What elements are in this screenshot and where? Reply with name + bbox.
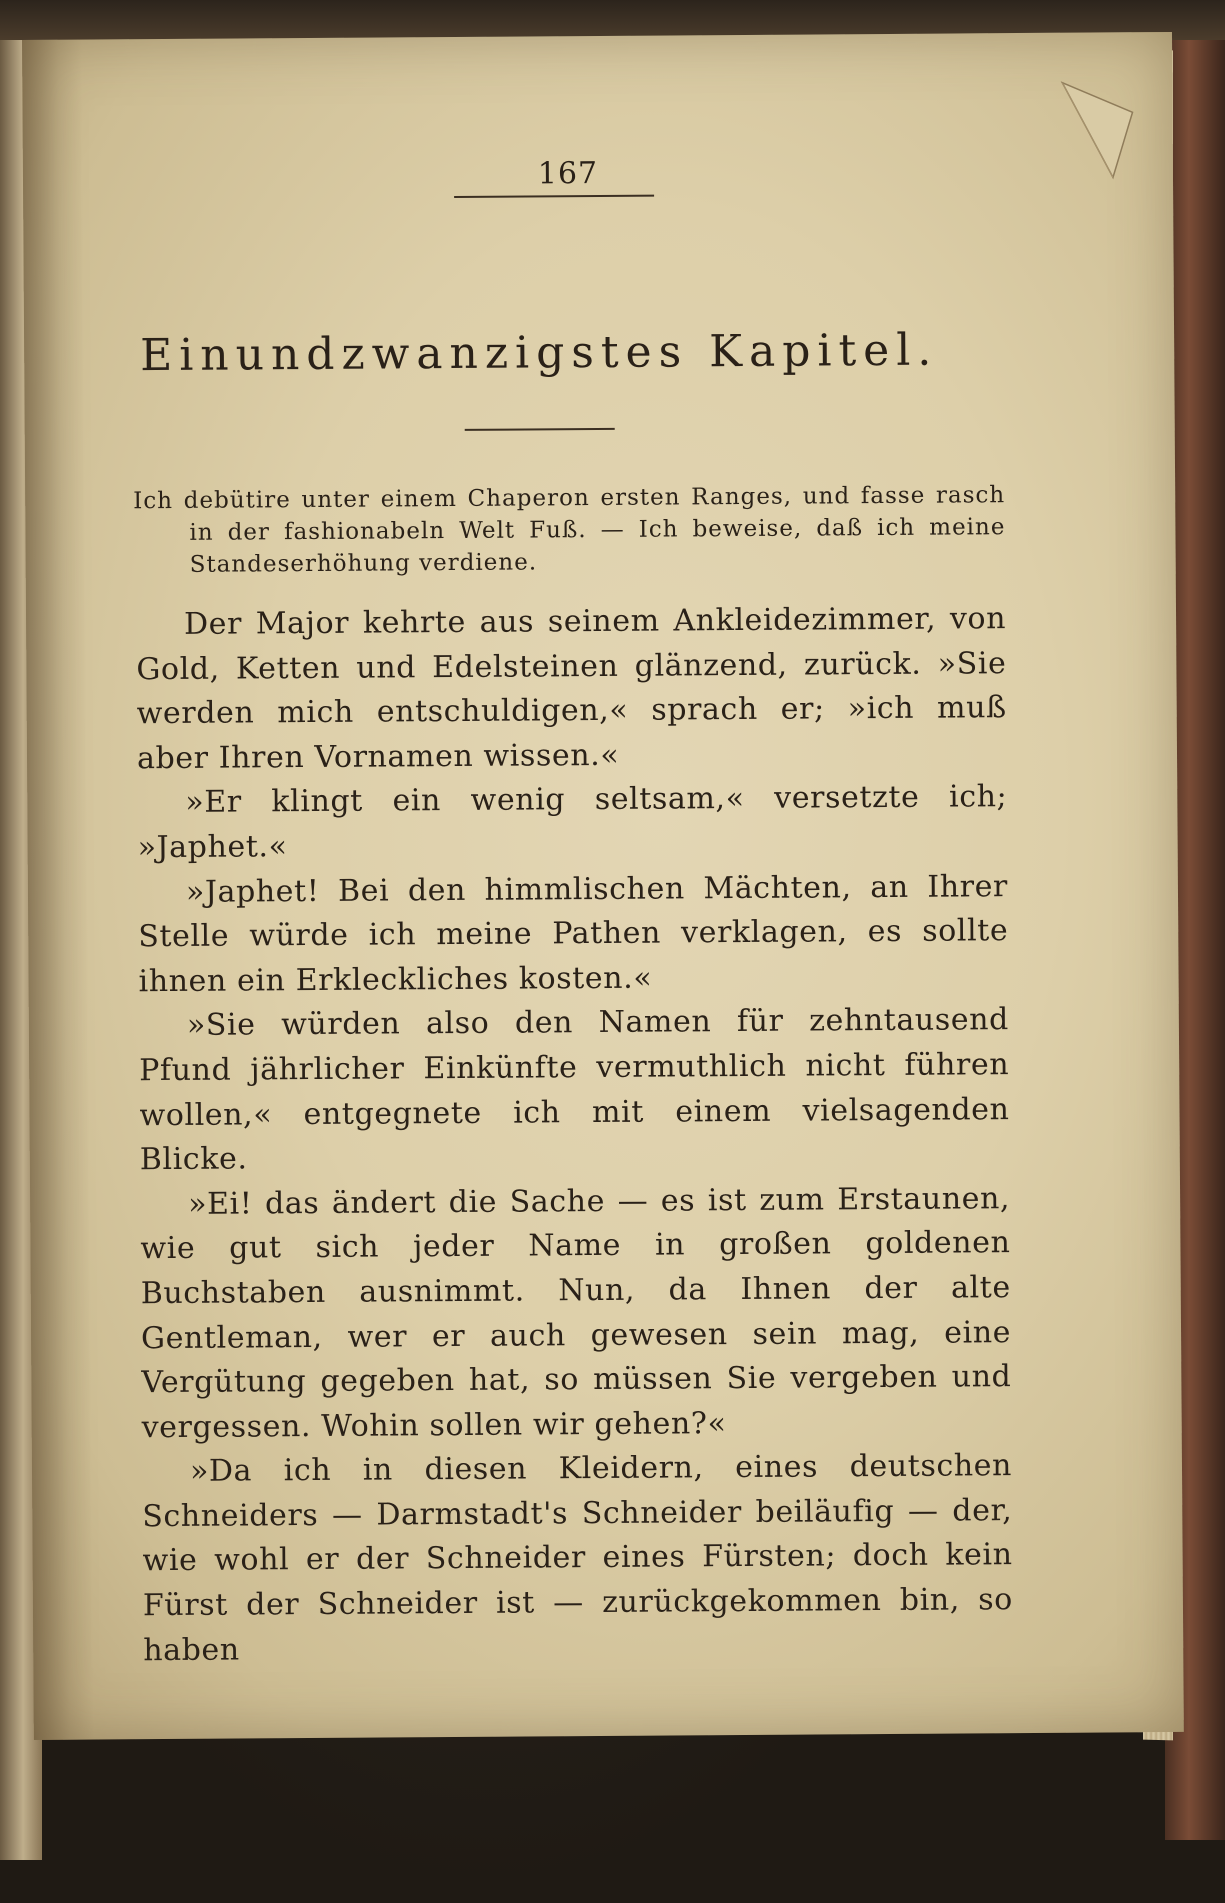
dog-ear-corner-icon [1052, 72, 1143, 183]
book-page [22, 32, 1184, 1740]
page-number: 167 [537, 155, 599, 192]
page-number-rule [454, 195, 654, 198]
chapter-title: Einundzwanzigstes Kapitel. [139, 324, 939, 382]
paragraph: »Sie würden also den Namen für zehntausend Pfund jährlicher Einkünfte vermuthlich nicht führen wollen,« entgegnete ich mit einem vielsagenden Blicke. [139, 1002, 1010, 1178]
body-text [136, 597, 1013, 1673]
chapter-rule [465, 428, 615, 431]
chapter-summary: Ich debütire unter einem Chaperon ersten Ranges, und fasse rasch in der fashionabeln Welt Fuß. — Ich beweise, daß ich meine Standeserhöhung verdiene. [133, 482, 1006, 578]
paragraph: »Er klingt ein wenig seltsam,« versetzte ich; »Japhet.« [137, 779, 1008, 866]
page-content [133, 153, 1014, 1673]
page-gutter-shadow [22, 40, 94, 1740]
paragraph: »Da ich in diesen Kleidern, eines deutschen Schneiders — Darmstadt's Schneider beiläufig — der, wie wohl er der Schneider eines Fürsten; doch kein Fürst der Schneider ist — zurückgekommen bin, so haben [142, 1448, 1014, 1668]
paragraph: »Japhet! Bei den himmlischen Mächten, an Ihrer Stelle würde ich meine Pathen verklagen, es sollte ihnen ein Erkleckliches kosten.« [138, 868, 1009, 999]
paragraph: »Ei! das ändert die Sache — es ist zum Erstaunen, wie gut sich jeder Name in großen goldenen Buchstaben ausnimmt. Nun, da Ihnen der alte Gentleman, wer er auch gewesen sein mag, eine Vergütung gegeben hat, so müssen Sie vergeben und vergessen. Wohin sollen wir gehen?« [140, 1180, 1012, 1445]
paragraph: Der Major kehrte aus seinem Ankleidezimmer, von Gold, Ketten und Edelsteinen glänzend, zurück. »Sie werden mich entschuldigen,« sprach er; »ich muß aber Ihren Vornamen wissen.« [136, 601, 1007, 776]
